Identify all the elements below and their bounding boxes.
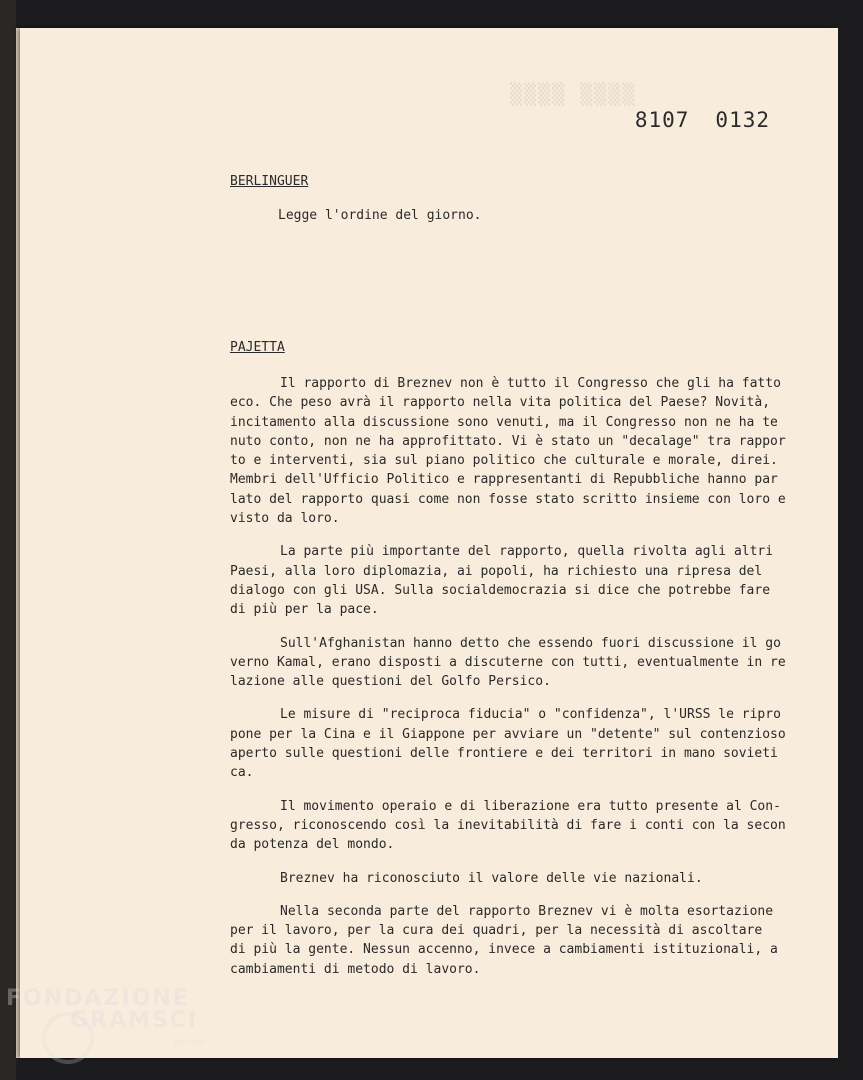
binder-edge <box>0 0 16 1080</box>
watermark-line1: FONDAZIONE <box>6 986 190 1011</box>
text-line: incitamento alla discussione sono venuti, ma il Congresso non ne ha te <box>230 414 778 430</box>
text-line: La parte più importante del rapporto, quella rivolta agli altri <box>280 544 774 560</box>
text-line: eco. Che peso avrà il rapporto nella vita politica del Paese? Novità, <box>230 395 771 411</box>
watermark-line3: onlus <box>174 1037 206 1048</box>
text-line: Il movimento operaio e di liberazione era tutto presente al Con- <box>280 798 781 814</box>
text-line: Paesi, alla loro diplomazia, ai popoli, ha richiesto una ripresa del <box>230 563 763 579</box>
text-line: Sull'Afghanistan hanno detto che essendo fuori discussione il go <box>280 635 781 651</box>
paragraph <box>230 374 790 528</box>
text-line: Breznev ha riconosciuto il valore delle vie nazionali. <box>280 870 703 886</box>
watermark-line2: GRAMSCI <box>70 1008 199 1033</box>
text-line: Il rapporto di Breznev non è tutto il Congresso che gli ha fatto <box>280 376 781 391</box>
text-line: ca. <box>230 765 254 781</box>
text-line: da potenza del mondo. <box>230 837 395 853</box>
document-page <box>20 28 838 1058</box>
berlinguer-text: Legge l'ordine del giorno. <box>278 208 482 223</box>
text-line: visto da loro. <box>230 511 340 527</box>
watermark <box>6 988 206 1054</box>
text-line: pone per la Cina e il Giappone per avviare un "detente" sul contenzioso <box>230 726 786 742</box>
text-line: to e interventi, sia sul piano politico che culturale e morale, direi. <box>230 453 778 469</box>
text-line: di più la gente. Nessun accenno, invece a cambiamenti istituzionali, a <box>230 942 778 958</box>
text-line: Nella seconda parte del rapporto Breznev vi è molta esortazione <box>280 903 774 919</box>
reference-right: 0132 <box>715 108 770 132</box>
speaker-pajetta: PAJETTA <box>230 340 285 355</box>
reference-left: 8107 <box>634 108 690 132</box>
paragraph <box>230 869 790 888</box>
text-line: verno Kamal, erano disposti a discuterne con tutti, eventualmente in re <box>230 654 786 670</box>
text-line: lazione alle questioni del Golfo Persico. <box>230 674 551 690</box>
text-line: gresso, riconoscendo così la inevitabilità di fare i conti con la secon <box>230 817 786 833</box>
speaker-berlinguer: BERLINGUER <box>230 174 309 189</box>
text-line: cambiamenti di metodo di lavoro. <box>230 961 481 977</box>
pajetta-body <box>230 374 790 993</box>
text-line: per il lavoro, per la cura dei quadri, per la necessità di ascoltare <box>230 923 763 939</box>
paragraph <box>230 634 790 692</box>
paragraph <box>230 797 790 855</box>
text-line: nuto conto, non ne ha approfittato. Vi è stato un "decalage" tra rappor <box>230 433 786 449</box>
text-line: lato del rapporto quasi come non fosse stato scritto insieme con loro e <box>230 491 786 507</box>
paragraph <box>230 705 790 782</box>
paragraph <box>230 902 790 979</box>
archive-reference <box>635 108 770 132</box>
text-line: dialogo con gli USA. Sulla socialdemocrazia si dice che potrebbe fare <box>230 582 771 598</box>
text-line: Le misure di "reciproca fiducia" o "confidenza", l'URSS le ripro <box>280 707 781 723</box>
show-through: ▒▒▒▒ ▒▒▒▒ <box>510 82 637 106</box>
text-line: aperto sulle questioni delle frontiere e dei territori in mano sovieti <box>230 746 778 762</box>
text-line: di più per la pace. <box>230 602 379 618</box>
text-line: Membri dell'Ufficio Politico e rappresentanti di Repubbliche hanno par <box>230 472 778 488</box>
paragraph <box>230 542 790 619</box>
